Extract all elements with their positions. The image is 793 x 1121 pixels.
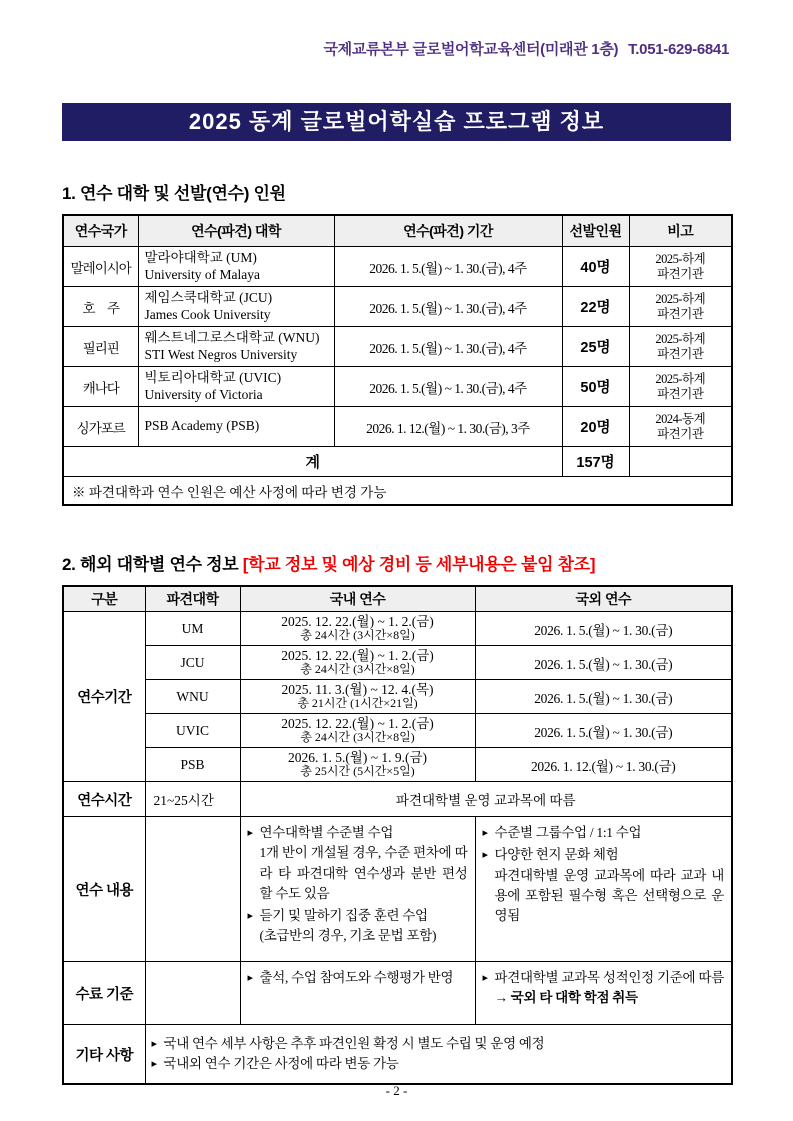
count-cell: 22명 [562,287,629,327]
university-code: UM [145,612,240,646]
table-header-row [63,586,732,612]
phone-number: T.051-629-6841 [628,41,729,58]
col-domestic: 국내 연수 [240,586,475,612]
table-row [63,287,732,327]
university-english: STI West Negros University [144,346,298,362]
overseas-period-cell: 2026. 1. 12.(월) ~ 1. 30.(금) [475,748,732,782]
remark-cell: 2024-동계 파견기관 [629,407,732,447]
bullet-icon: ▸ [247,827,254,839]
bullet-item: ▸ 파견대학별 교과목 성적인정 기준에 따름 → 국외 타 대학 학점 취득 [482,970,724,1006]
col-overseas: 국외 연수 [475,586,732,612]
bullet-icon: ▸ [247,910,254,922]
bullet-item: ▸ 다양한 현지 문화 체험 파견대학별 운영 교과목에 따라 교과 내용에 포함된 필수형 혹은 선택형으로 운영됨 [482,847,724,923]
completion-overseas-cell [475,962,732,1025]
overseas-period-cell: 2026. 1. 5.(월) ~ 1. 30.(금) [475,646,732,680]
bullet-icon: ▸ [151,1037,158,1050]
completion-label: 수료 기준 [63,962,145,1025]
remark-cell: 2025-하계 파견기관 [629,327,732,367]
document-header [62,38,731,59]
university-korean: 빅토리아대학교 (UVIC) [144,369,282,385]
period-row [63,680,732,714]
content-univ-empty [145,817,240,962]
completion-domestic-cell [240,962,475,1025]
title-banner [62,103,731,141]
domestic-period-cell: 2025. 12. 22.(월) ~ 1. 2.(금) 총 24시간 (3시간×8일) [240,646,475,680]
university-cell [138,247,334,287]
bullet-item: ▸ 듣기 및 말하기 집중 훈련 수업 (초급반의 경우, 기초 문법 포함) [247,908,437,944]
country-cell: 캐나다 [63,367,138,407]
total-count: 157명 [562,447,629,477]
period-cell: 2026. 1. 5.(월) ~ 1. 30.(금), 4주 [334,327,562,367]
remark-cell: 2025-하계 파견기관 [629,247,732,287]
period-cell: 2026. 1. 5.(월) ~ 1. 30.(금), 4주 [334,367,562,407]
table-row [63,407,732,447]
col-university: 연수(파견) 대학 [138,215,334,247]
col-remark: 비고 [629,215,732,247]
university-code: JCU [145,646,240,680]
col-count: 선발인원 [562,215,629,247]
university-code: PSB [145,748,240,782]
period-cell: 2026. 1. 5.(월) ~ 1. 30.(금), 4주 [334,287,562,327]
table-row [63,247,732,287]
bullet-item: ▸ 연수대학별 수준별 수업 1개 반이 개설될 경우, 수준 편차에 따라 타 파견대학 연수생과 분반 편성 할 수도 있음 [247,825,468,901]
period-row [63,612,732,646]
content-domestic-cell [240,817,475,962]
bullet-icon: ▸ [247,972,254,984]
bullet-icon: ▸ [482,849,489,862]
overseas-period-cell: 2026. 1. 5.(월) ~ 1. 30.(금) [475,612,732,646]
page-body [62,0,731,1085]
section2-heading: 2. 해외 대학별 연수 정보 [학교 정보 및 예상 경비 등 세부내용은 붙임 참조] [62,555,596,574]
bullet-icon: ▸ [482,972,489,984]
remark-cell: 2025-하계 파견기관 [629,367,732,407]
table-header-row [63,215,732,247]
total-row [63,447,732,477]
hours-value: 21~25시간 [145,782,240,817]
period-row [63,714,732,748]
total-remark-empty [629,447,732,477]
period-row [63,748,732,782]
university-english: University of Victoria [144,386,263,402]
table-row [63,327,732,367]
table-footnote: ※ 파견대학과 연수 인원은 예산 사정에 따라 변경 가능 [63,477,732,506]
country-cell: 필리핀 [63,327,138,367]
bullet-icon: ▸ [151,1058,158,1070]
selection-table [62,214,733,506]
credit-earning-bold: 국외 타 대학 학점 취득 [510,990,638,1006]
bullet-item: ▸ 국내 연수 세부 사항은 추후 파견인원 확정 시 별도 수립 및 운영 예정 [151,1035,545,1051]
page-title: 2025 동계 글로벌어학실습 프로그램 정보 [188,109,605,134]
footnote-row [63,477,732,506]
period-cell: 2026. 1. 5.(월) ~ 1. 30.(금), 4주 [334,247,562,287]
country-cell: 싱가포르 [63,407,138,447]
count-cell: 50명 [562,367,629,407]
university-korean: PSB Academy (PSB) [144,418,260,434]
university-cell [138,287,334,327]
section1-heading: 1. 연수 대학 및 선발(연수) 인원 [62,184,286,203]
col-university: 파견대학 [145,586,240,612]
col-category: 구분 [63,586,145,612]
etc-row [63,1025,732,1085]
count-cell: 20명 [562,407,629,447]
content-label: 연수 내용 [63,817,145,962]
domestic-period-cell: 2026. 1. 5.(월) ~ 1. 9.(금) 총 25시간 (5시간×5일) [240,748,475,782]
table-row [63,367,732,407]
count-cell: 25명 [562,327,629,367]
country-cell: 말레이시아 [63,247,138,287]
bullet-item: ▸ 국내외 연수 기간은 사정에 따라 변동 가능 [151,1056,399,1071]
remark-cell: 2025-하계 파견기관 [629,287,732,327]
etc-content-cell [145,1025,732,1085]
count-cell: 40명 [562,247,629,287]
etc-label: 기타 사항 [63,1025,145,1085]
col-country: 연수국가 [63,215,138,247]
page-number: - 2 - [385,1083,408,1098]
domestic-period-cell: 2025. 11. 3.(월) ~ 12. 4.(목) 총 21시간 (1시간×21일) [240,680,475,714]
hours-row [63,782,732,817]
university-korean: 웨스트네그로스대학교 (WNU) [144,329,320,345]
section2-heading-red: [학교 정보 및 예상 경비 등 세부내용은 붙임 참조] [242,555,596,574]
period-row [63,646,732,680]
hours-label: 연수시간 [63,782,145,817]
center-name: 국제교류본부 글로벌어학교육센터(미래관 1층) [323,41,619,58]
university-cell [138,367,334,407]
bullet-item: ▸ 수준별 그룹수업 / 1:1 수업 [482,825,642,840]
country-cell: 호 주 [63,287,138,327]
university-korean: 제임스쿡대학교 (JCU) [144,289,273,305]
university-cell [138,407,334,447]
university-code: UVIC [145,714,240,748]
completion-row [63,962,732,1025]
domestic-period-cell: 2025. 12. 22.(월) ~ 1. 2.(금) 총 24시간 (3시간×8일) [240,714,475,748]
university-english: James Cook University [144,306,271,322]
overseas-period-cell: 2026. 1. 5.(월) ~ 1. 30.(금) [475,714,732,748]
col-period: 연수(파견) 기간 [334,215,562,247]
content-overseas-cell [475,817,732,962]
university-cell [138,327,334,367]
university-english: University of Malaya [144,266,260,282]
bullet-item: ▸ 출석, 수업 참여도와 수행평가 반영 [247,970,454,985]
university-korean: 말라야대학교 (UM) [144,249,257,265]
domestic-period-cell: 2025. 12. 22.(월) ~ 1. 2.(금) 총 24시간 (3시간×8일) [240,612,475,646]
university-code: WNU [145,680,240,714]
content-row [63,817,732,962]
hours-content: 파견대학별 운영 교과목에 따름 [240,782,732,817]
period-cell: 2026. 1. 12.(월) ~ 1. 30.(금), 3주 [334,407,562,447]
bullet-icon: ▸ [482,827,489,839]
period-label: 연수기간 [63,612,145,782]
overseas-period-cell: 2026. 1. 5.(월) ~ 1. 30.(금) [475,680,732,714]
completion-univ-empty [145,962,240,1025]
total-label: 계 [63,447,562,477]
program-detail-table [62,585,733,1085]
